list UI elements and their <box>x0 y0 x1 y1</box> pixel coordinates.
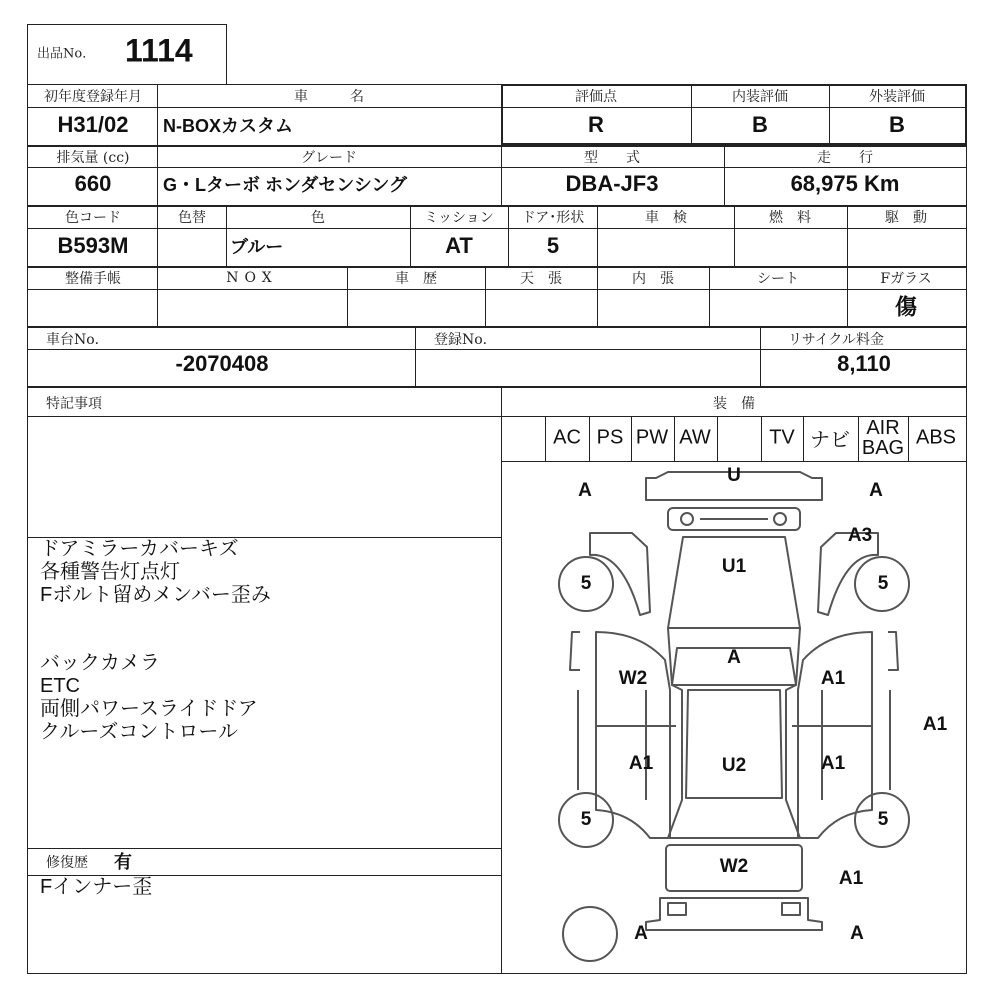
interior-trim-label: 内 張 <box>632 271 674 287</box>
displacement-value: 660 <box>74 171 112 196</box>
transmission-label: ミッション <box>424 210 494 226</box>
grade-value: G・Lターボ ホンダセンシング <box>163 175 408 195</box>
color-change-label: 色替 <box>178 210 206 226</box>
recycle-fee-value: 8,110 <box>837 351 891 376</box>
right-body-shape <box>798 632 872 838</box>
model-value: DBA-JF3 <box>565 171 659 196</box>
maintenance-label: 整備手帳 <box>65 271 121 287</box>
spare-tire-shape <box>563 907 617 961</box>
left-mirror-shape <box>570 632 580 670</box>
nox-label: NOX <box>226 270 278 286</box>
left-body-shape <box>596 632 670 838</box>
door-type-label: ドア･形状 <box>521 210 585 226</box>
equipment-label: 装 備 <box>713 396 755 412</box>
f-glass-value: 傷 <box>894 294 918 320</box>
inspection-label: 車 検 <box>645 210 687 226</box>
drive-label: 駆 動 <box>885 210 927 226</box>
grade-label: グレード <box>301 150 357 166</box>
lot-number: 1114 <box>125 32 193 69</box>
roof-label: 天 張 <box>520 271 562 287</box>
right-mirror-shape <box>888 632 898 670</box>
hood-shape <box>668 537 800 628</box>
chassis-no-label: 車台No． <box>46 332 109 348</box>
note-line: バックカメラ <box>40 652 160 674</box>
mark-front-left: A <box>578 480 592 501</box>
mark-a-pillar-right: A3 <box>847 525 873 546</box>
equipment-aw: AW <box>679 426 711 449</box>
color-value: ブルー <box>230 237 284 257</box>
score-label: 評価点 <box>575 89 617 105</box>
notes-label: 特記事項 <box>46 396 102 412</box>
equipment-tv: TV <box>769 426 795 449</box>
note-line: クルーズコントロール <box>40 721 238 743</box>
mark-tire-rr: 5 <box>877 809 889 830</box>
repair-label: 修復歴 <box>46 855 88 871</box>
mark-rear-glass: W2 <box>719 856 749 877</box>
mark-right-side: A1 <box>922 714 948 735</box>
car-name-label: 車 名 <box>294 89 364 105</box>
mark-cowl: A <box>727 647 741 668</box>
score-value: R <box>588 112 604 137</box>
mark-tire-rl: 5 <box>580 809 592 830</box>
f-glass-label: Fガラス <box>880 271 932 287</box>
note-line: Fボルト留めメンバー歪み <box>40 584 271 606</box>
mark-right-front-door: A1 <box>820 668 846 689</box>
interior-score-label: 内装評価 <box>732 89 788 105</box>
repair-value: 有 <box>114 852 132 872</box>
emblem-shape <box>681 513 693 525</box>
note-line: 各種警告灯点灯 <box>40 561 180 583</box>
roof-shape <box>686 690 782 798</box>
note-line: 両側パワースライドドア <box>40 698 258 720</box>
mark-tire-fr: 5 <box>877 573 889 594</box>
reg-date-value: H31/02 <box>57 112 129 137</box>
mark-roof: U2 <box>721 755 747 776</box>
displacement-label: 排気量 (cc) <box>56 150 130 166</box>
mark-front-right: A <box>869 480 883 501</box>
equipment-abs: ABS <box>915 426 957 449</box>
repair-line: Fインナー歪 <box>40 876 153 898</box>
mark-rear-right: A1 <box>838 868 864 889</box>
lot-label: 出品No． <box>37 46 96 62</box>
mark-right-rear-door: A1 <box>820 753 846 774</box>
equipment-ac: AC <box>553 426 581 449</box>
reg-no-label: 登録No． <box>434 332 497 348</box>
equipment-ps: PS <box>596 426 624 449</box>
recycle-fee-label: リサイクル料金 <box>787 332 885 348</box>
chassis-no-value: -2070408 <box>175 351 269 376</box>
interior-score-value: B <box>752 112 768 137</box>
transmission-value: AT <box>445 233 473 258</box>
mark-rear-right-bumper: A <box>850 923 864 944</box>
color-code-value: B593M <box>57 233 129 258</box>
rear-lamp-shape <box>668 903 686 915</box>
seat-label: シート <box>757 271 799 287</box>
reg-date-label: 初年度登録年月 <box>44 89 142 105</box>
exterior-score-label: 外装評価 <box>869 89 925 105</box>
equipment-airbag: AIR BAG <box>861 417 905 459</box>
mileage-value: 68,975 Km <box>790 171 900 196</box>
rear-lamp-shape <box>782 903 800 915</box>
note-line: ドアミラーカバーキズ <box>40 538 239 560</box>
car-name-value: N-BOXカスタム <box>163 116 293 136</box>
mark-top: U <box>727 465 741 486</box>
exterior-score-value: B <box>889 112 905 137</box>
door-type-value: 5 <box>546 233 560 258</box>
mark-left-rear-door: A1 <box>628 753 654 774</box>
history-label: 車 歴 <box>395 271 437 287</box>
note-line: ETC <box>40 675 80 697</box>
color-code-label: 色コード <box>65 210 121 226</box>
fuel-label: 燃 料 <box>769 210 811 226</box>
color-label: 色 <box>311 210 325 226</box>
equipment-navi: ナビ <box>810 429 850 452</box>
mileage-label: 走 行 <box>817 150 873 166</box>
mark-rear-left-bumper: A <box>634 923 648 944</box>
left-fender-shape <box>590 533 650 615</box>
mark-left-front-door: W2 <box>618 668 648 689</box>
model-label: 型 式 <box>584 150 640 166</box>
emblem-shape <box>774 513 786 525</box>
mark-tire-fl: 5 <box>580 573 592 594</box>
equipment-pw: PW <box>635 426 669 449</box>
mark-hood: U1 <box>721 556 747 577</box>
